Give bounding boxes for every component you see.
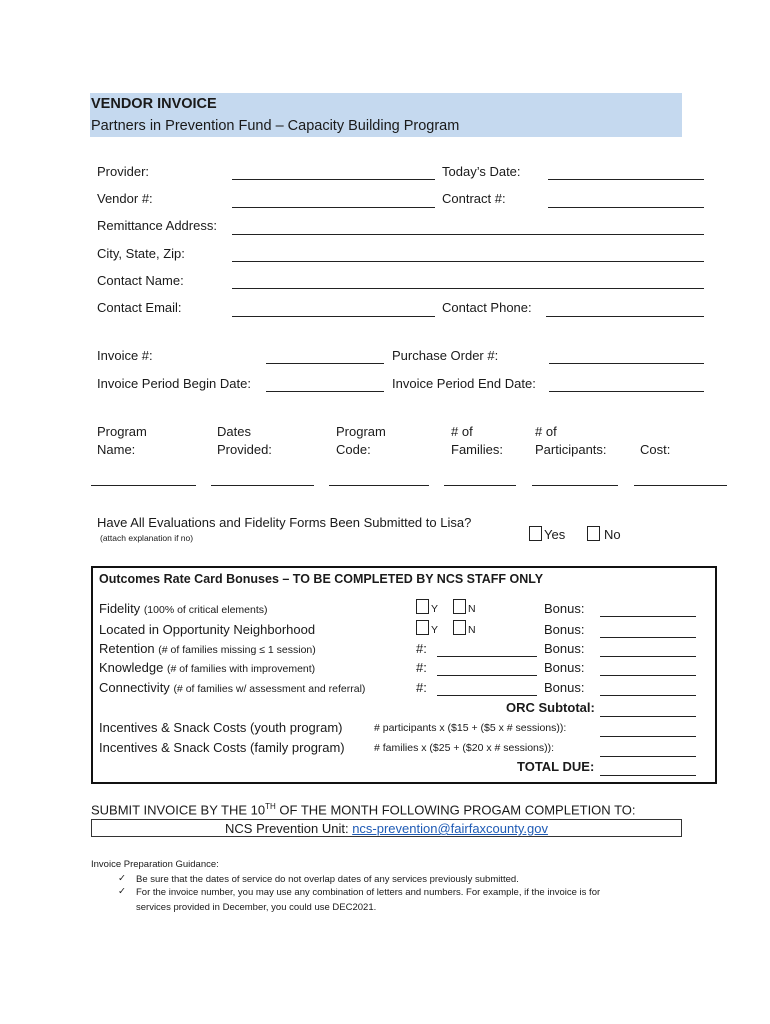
- retention-count-field[interactable]: [437, 656, 537, 657]
- knowledge-bonus-field[interactable]: [600, 675, 696, 676]
- fidelity-no-option[interactable]: [453, 599, 476, 615]
- knowledge-note: (# of families with improvement): [166, 663, 316, 675]
- fidelity-row-label: [99, 601, 268, 616]
- opportunity-bonus-label: Bonus:: [544, 622, 585, 637]
- incentives-family-field[interactable]: [600, 756, 696, 757]
- retention-bonus-label: Bonus:: [544, 641, 585, 656]
- contract-number-field[interactable]: [548, 207, 704, 208]
- incentives-family-label: Incentives & Snack Costs (family program): [99, 740, 345, 755]
- remittance-address-label: Remittance Address:: [97, 218, 217, 233]
- retention-row-label: [99, 641, 316, 656]
- yes-label: Yes: [544, 527, 566, 542]
- period-begin-label: Invoice Period Begin Date:: [97, 376, 251, 391]
- contact-name-label: Contact Name:: [97, 273, 184, 288]
- cost-field[interactable]: [634, 485, 727, 486]
- connectivity-row-label: [99, 680, 365, 695]
- invoice-number-field[interactable]: [266, 363, 384, 364]
- knowledge-label: Knowledge: [99, 660, 164, 675]
- guidance-item-1: Be sure that the dates of service do not overlap dates of any services previously submitted.: [136, 874, 519, 885]
- dates-header-line2: Provided:: [217, 442, 272, 457]
- orc-heading: Outcomes Rate Card Bonuses – TO BE COMPLETED BY NCS STAFF ONLY: [99, 572, 544, 586]
- program-code-field[interactable]: [329, 485, 429, 486]
- contact-phone-label: Contact Phone:: [442, 300, 532, 315]
- yes-checkbox[interactable]: [529, 526, 542, 541]
- connectivity-hash-label: #:: [416, 680, 427, 695]
- contact-email-label: Contact Email:: [97, 300, 182, 315]
- program-code-header-line2: Code:: [336, 442, 371, 457]
- vendor-number-label: Vendor #:: [97, 191, 153, 206]
- knowledge-row-label: [99, 660, 315, 675]
- orc-subtotal-field[interactable]: [600, 716, 696, 717]
- program-name-header-line1: Program: [97, 424, 147, 439]
- incentives-youth-field[interactable]: [600, 736, 696, 737]
- submit-text-before: SUBMIT INVOICE BY THE 10: [91, 802, 266, 818]
- evaluations-question: Have All Evaluations and Fidelity Forms Been Submitted to Lisa?: [97, 515, 472, 530]
- period-end-label: Invoice Period End Date:: [392, 376, 536, 391]
- connectivity-bonus-field[interactable]: [600, 695, 696, 696]
- check-icon: ✓: [118, 886, 126, 897]
- email-link[interactable]: ncs-prevention@fairfaxcounty.gov: [352, 821, 548, 836]
- orc-subtotal-label: ORC Subtotal:: [506, 700, 595, 715]
- participants-header-line1: # of: [535, 424, 557, 439]
- fidelity-no-label: N: [468, 603, 476, 615]
- submit-text-after: OF THE MONTH FOLLOWING PROGAM COMPLETION TO:: [275, 802, 636, 818]
- no-label: No: [604, 527, 621, 542]
- knowledge-count-field[interactable]: [437, 675, 537, 676]
- opportunity-bonus-field[interactable]: [600, 637, 696, 638]
- fidelity-bonus-label: Bonus:: [544, 601, 585, 616]
- connectivity-label: Connectivity: [99, 680, 170, 695]
- connectivity-note: (# of families w/ assessment and referral): [173, 683, 366, 695]
- opportunity-yes-checkbox[interactable]: [416, 620, 429, 635]
- dates-header-line1: Dates: [217, 424, 251, 439]
- period-begin-field[interactable]: [266, 391, 384, 392]
- fidelity-bonus-field[interactable]: [600, 616, 696, 617]
- families-field[interactable]: [444, 485, 516, 486]
- program-name-field[interactable]: [91, 485, 196, 486]
- participants-header-line2: Participants:: [535, 442, 607, 457]
- opportunity-no-option[interactable]: [453, 620, 476, 636]
- fidelity-label: Fidelity: [99, 601, 141, 616]
- families-header-line1: # of: [451, 424, 473, 439]
- todays-date-field[interactable]: [548, 179, 704, 180]
- incentives-youth-label: Incentives & Snack Costs (youth program): [99, 720, 343, 735]
- submit-contact-box: [91, 819, 682, 837]
- incentives-youth-formula: # participants x ($15 + ($5 x # sessions)):: [374, 722, 567, 734]
- cost-header: Cost:: [640, 442, 671, 457]
- provider-field[interactable]: [232, 179, 435, 180]
- connectivity-bonus-label: Bonus:: [544, 680, 585, 695]
- contact-email-field[interactable]: [232, 316, 435, 317]
- retention-note: (# of families missing ≤ 1 session): [158, 644, 316, 656]
- participants-field[interactable]: [532, 485, 618, 486]
- guidance-item-2-line2: services provided in December, you could use DEC2021.: [136, 902, 377, 913]
- opportunity-no-label: N: [468, 624, 476, 636]
- guidance-heading: Invoice Preparation Guidance:: [91, 859, 219, 870]
- program-name-header-line2: Name:: [97, 442, 136, 457]
- total-due-label: TOTAL DUE:: [517, 759, 595, 774]
- contact-phone-field[interactable]: [546, 316, 704, 317]
- contract-number-label: Contract #:: [442, 191, 506, 206]
- todays-date-label: Today’s Date:: [442, 164, 521, 179]
- evaluations-yes-option[interactable]: [529, 526, 565, 542]
- connectivity-count-field[interactable]: [437, 695, 537, 696]
- opportunity-yes-option[interactable]: [416, 620, 438, 636]
- page-title: VENDOR INVOICE: [91, 96, 217, 112]
- submit-instructions: [91, 802, 636, 817]
- submit-superscript: TH: [265, 802, 276, 811]
- period-end-field[interactable]: [549, 391, 704, 392]
- knowledge-hash-label: #:: [416, 660, 427, 675]
- vendor-number-field[interactable]: [232, 207, 435, 208]
- retention-bonus-field[interactable]: [600, 656, 696, 657]
- purchase-order-field[interactable]: [549, 363, 704, 364]
- evaluations-note: (attach explanation if no): [100, 533, 194, 543]
- families-header-line2: Families:: [451, 442, 504, 457]
- fidelity-no-checkbox[interactable]: [453, 599, 466, 614]
- incentives-family-formula: # families x ($25 + ($20 x # sessions)):: [374, 742, 555, 754]
- invoice-number-label: Invoice #:: [97, 348, 153, 363]
- knowledge-bonus-label: Bonus:: [544, 660, 585, 675]
- opportunity-yes-label: Y: [431, 624, 439, 636]
- purchase-order-label: Purchase Order #:: [392, 348, 499, 363]
- program-code-header-line1: Program: [336, 424, 386, 439]
- evaluations-no-option[interactable]: [587, 526, 621, 542]
- dates-provided-field[interactable]: [211, 485, 314, 486]
- fidelity-yes-option[interactable]: [416, 599, 438, 615]
- page-subtitle: Partners in Prevention Fund – Capacity Building Program: [91, 118, 460, 134]
- unit-label: NCS Prevention Unit:: [225, 821, 353, 836]
- guidance-item-2-line1: For the invoice number, you may use any combination of letters and numbers. For example, if the invoice is for: [136, 887, 601, 898]
- fidelity-note: (100% of critical elements): [143, 604, 268, 616]
- check-icon: ✓: [118, 873, 126, 884]
- fidelity-yes-checkbox[interactable]: [416, 599, 429, 614]
- opportunity-label: Located in Opportunity Neighborhood: [99, 622, 316, 637]
- remittance-address-field[interactable]: [232, 234, 704, 235]
- total-due-field[interactable]: [600, 775, 696, 776]
- contact-name-field[interactable]: [232, 288, 704, 289]
- city-state-zip-field[interactable]: [232, 261, 704, 262]
- retention-hash-label: #:: [416, 641, 427, 656]
- retention-label: Retention: [99, 641, 155, 656]
- no-checkbox[interactable]: [587, 526, 600, 541]
- provider-label: Provider:: [97, 164, 150, 179]
- fidelity-yes-label: Y: [431, 603, 439, 615]
- city-state-zip-label: City, State, Zip:: [97, 246, 185, 261]
- opportunity-no-checkbox[interactable]: [453, 620, 466, 635]
